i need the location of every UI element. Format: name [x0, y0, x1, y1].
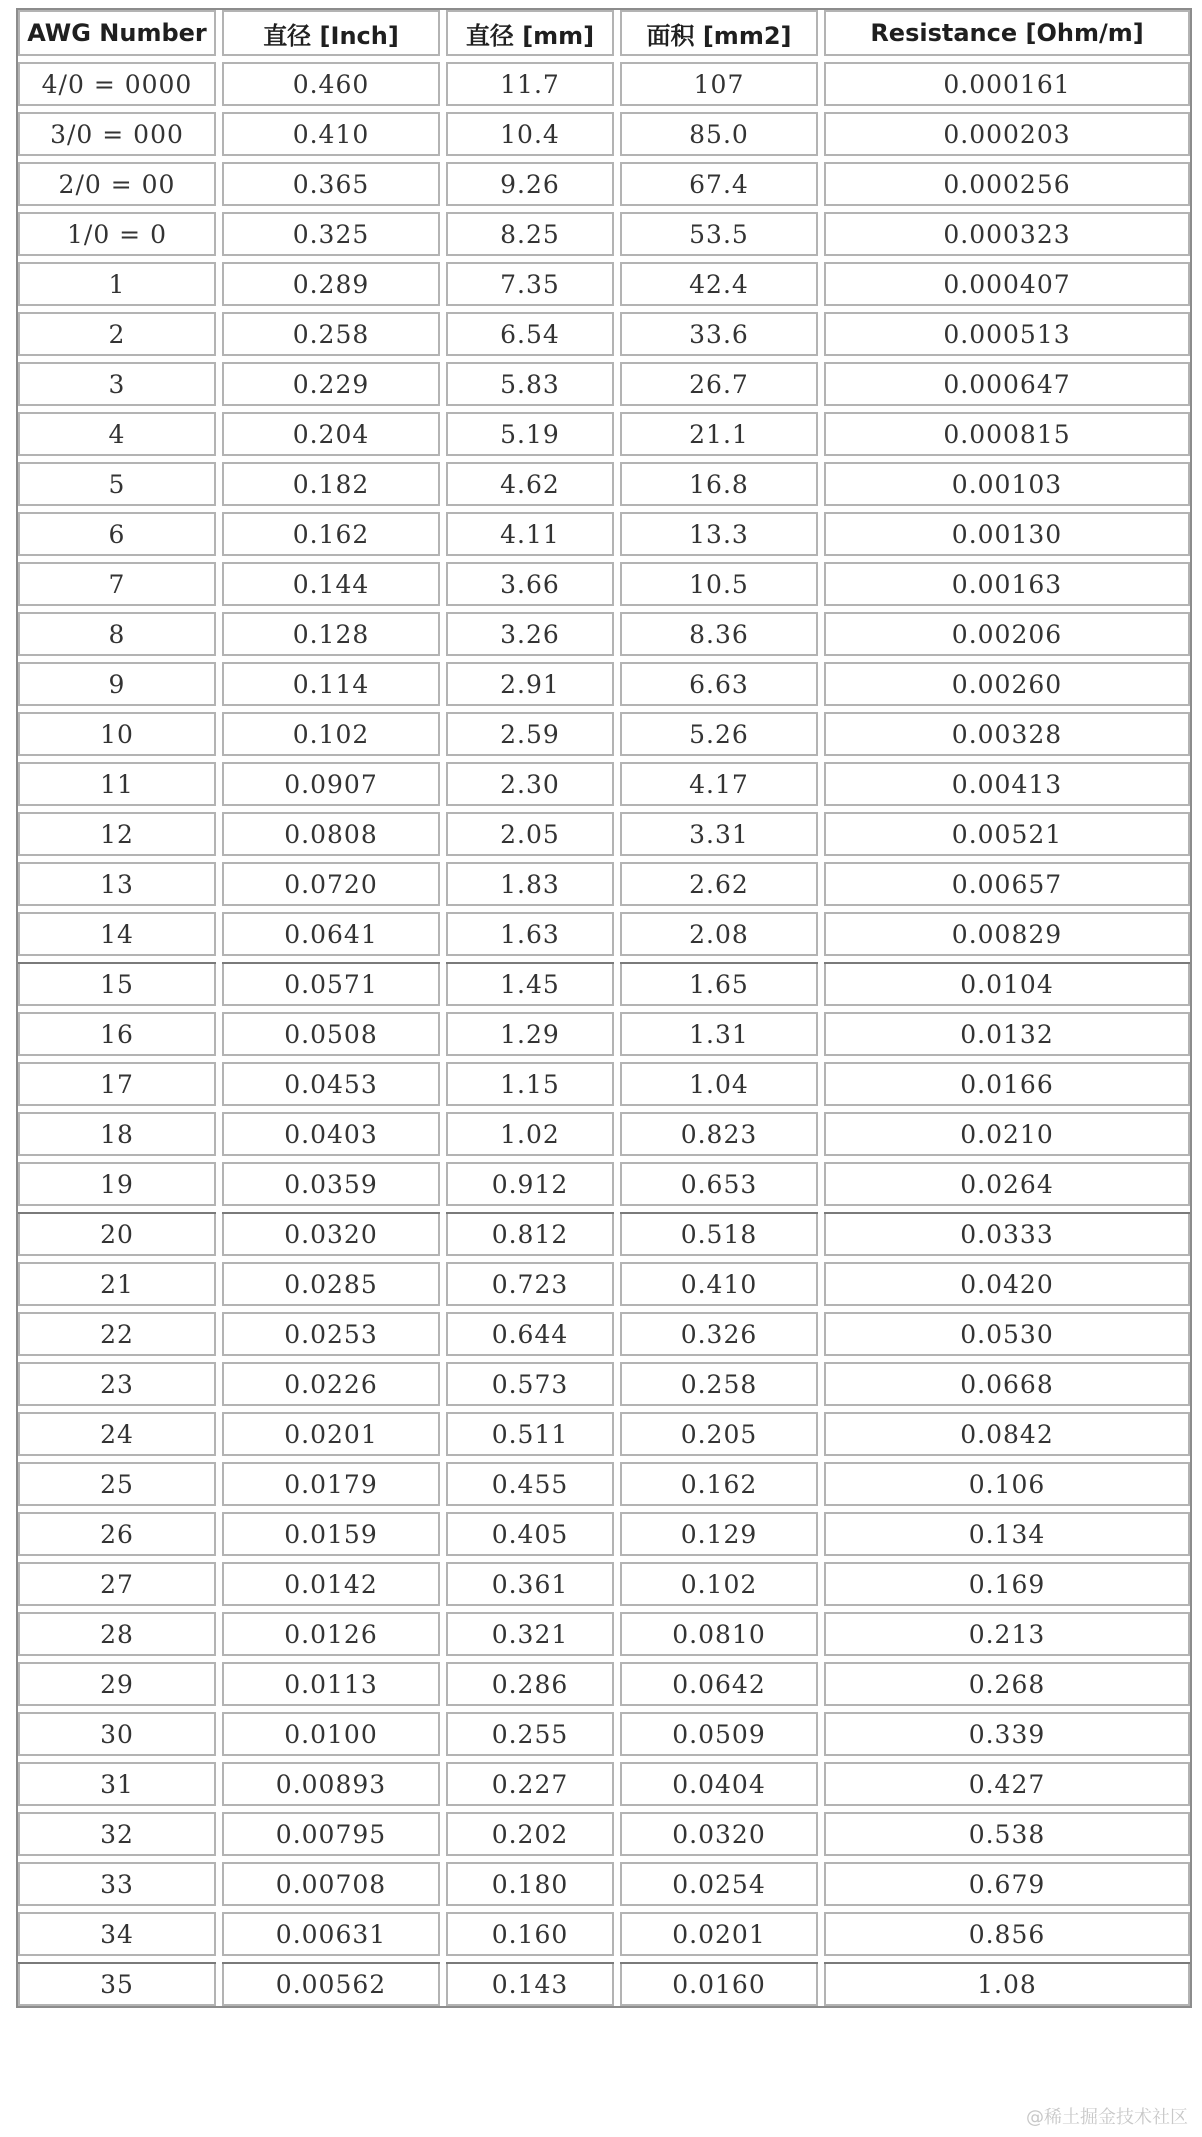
table-row [18, 662, 1190, 712]
cell-resistance: 0.00521 [824, 812, 1190, 862]
cell-awg-number: 12 [18, 812, 222, 862]
cell-diameter-inch: 0.0907 [222, 762, 446, 812]
table-row [18, 562, 1190, 612]
cell-diameter-inch: 0.410 [222, 112, 446, 162]
table-row [18, 1562, 1190, 1612]
cell-area-mm2: 5.26 [620, 712, 824, 762]
cell-resistance: 0.000513 [824, 312, 1190, 362]
table-row [18, 1362, 1190, 1412]
table-row [18, 1262, 1190, 1312]
watermark: @稀土掘金技术社区 [1026, 2107, 1188, 2128]
table-row [18, 362, 1190, 412]
cell-area-mm2: 16.8 [620, 462, 824, 512]
cell-awg-number: 24 [18, 1412, 222, 1462]
cell-diameter-mm: 0.286 [446, 1662, 620, 1712]
cell-area-mm2: 0.0254 [620, 1862, 824, 1912]
cell-awg-number: 1 [18, 262, 222, 312]
cell-resistance: 0.0132 [824, 1012, 1190, 1062]
cell-area-mm2: 0.258 [620, 1362, 824, 1412]
cell-area-mm2: 6.63 [620, 662, 824, 712]
cell-area-mm2: 1.31 [620, 1012, 824, 1062]
table-row [18, 1662, 1190, 1712]
cell-area-mm2: 0.653 [620, 1162, 824, 1212]
cell-resistance: 0.0420 [824, 1262, 1190, 1312]
cell-awg-number: 31 [18, 1762, 222, 1812]
cell-area-mm2: 0.162 [620, 1462, 824, 1512]
cell-diameter-mm: 0.573 [446, 1362, 620, 1412]
cell-diameter-mm: 0.361 [446, 1562, 620, 1612]
cell-diameter-inch: 0.289 [222, 262, 446, 312]
cell-area-mm2: 0.0201 [620, 1912, 824, 1962]
table-row [18, 862, 1190, 912]
awg-wire-table [16, 8, 1192, 2008]
cell-resistance: 0.000647 [824, 362, 1190, 412]
cell-diameter-inch: 0.00795 [222, 1812, 446, 1862]
cell-diameter-mm: 2.91 [446, 662, 620, 712]
cell-diameter-inch: 0.365 [222, 162, 446, 212]
cell-diameter-mm: 11.7 [446, 62, 620, 112]
table-row [18, 1512, 1190, 1562]
cell-diameter-inch: 0.0126 [222, 1612, 446, 1662]
cell-awg-number: 26 [18, 1512, 222, 1562]
cell-diameter-inch: 0.128 [222, 612, 446, 662]
cell-awg-number: 4 [18, 412, 222, 462]
cell-diameter-mm: 0.511 [446, 1412, 620, 1462]
cell-awg-number: 25 [18, 1462, 222, 1512]
cell-resistance: 0.00657 [824, 862, 1190, 912]
cell-resistance: 0.0668 [824, 1362, 1190, 1412]
cell-resistance: 0.0842 [824, 1412, 1190, 1462]
cell-diameter-mm: 7.35 [446, 262, 620, 312]
header-area-mm2: 面积 [mm2] [620, 10, 824, 62]
cell-resistance: 0.0264 [824, 1162, 1190, 1212]
cell-diameter-inch: 0.0100 [222, 1712, 446, 1762]
cell-diameter-mm: 4.11 [446, 512, 620, 562]
table-row [18, 962, 1190, 1012]
cell-diameter-inch: 0.0508 [222, 1012, 446, 1062]
cell-diameter-mm: 0.723 [446, 1262, 620, 1312]
cell-diameter-mm: 8.25 [446, 212, 620, 262]
cell-diameter-inch: 0.00631 [222, 1912, 446, 1962]
cell-area-mm2: 1.04 [620, 1062, 824, 1112]
cell-diameter-mm: 1.02 [446, 1112, 620, 1162]
table-row [18, 62, 1190, 112]
cell-resistance: 0.000323 [824, 212, 1190, 262]
cell-awg-number: 29 [18, 1662, 222, 1712]
cell-resistance: 0.00163 [824, 562, 1190, 612]
cell-diameter-inch: 0.0320 [222, 1212, 446, 1262]
cell-diameter-mm: 0.255 [446, 1712, 620, 1762]
cell-area-mm2: 0.0642 [620, 1662, 824, 1712]
cell-area-mm2: 1.65 [620, 962, 824, 1012]
cell-resistance: 0.000815 [824, 412, 1190, 462]
cell-area-mm2: 26.7 [620, 362, 824, 412]
cell-diameter-inch: 0.325 [222, 212, 446, 262]
cell-resistance: 0.00206 [824, 612, 1190, 662]
table-row [18, 1712, 1190, 1762]
cell-diameter-inch: 0.102 [222, 712, 446, 762]
cell-area-mm2: 0.410 [620, 1262, 824, 1312]
cell-awg-number: 9 [18, 662, 222, 712]
cell-resistance: 0.0333 [824, 1212, 1190, 1262]
cell-awg-number: 16 [18, 1012, 222, 1062]
table-row [18, 762, 1190, 812]
cell-diameter-mm: 0.180 [446, 1862, 620, 1912]
cell-resistance: 0.000161 [824, 62, 1190, 112]
cell-area-mm2: 10.5 [620, 562, 824, 612]
cell-diameter-inch: 0.0641 [222, 912, 446, 962]
cell-diameter-mm: 1.29 [446, 1012, 620, 1062]
cell-awg-number: 3 [18, 362, 222, 412]
cell-diameter-mm: 1.45 [446, 962, 620, 1012]
cell-resistance: 0.134 [824, 1512, 1190, 1562]
cell-area-mm2: 8.36 [620, 612, 824, 662]
cell-diameter-mm: 0.143 [446, 1962, 620, 2006]
cell-resistance: 0.000407 [824, 262, 1190, 312]
cell-awg-number: 14 [18, 912, 222, 962]
cell-awg-number: 7 [18, 562, 222, 612]
cell-diameter-mm: 5.19 [446, 412, 620, 462]
cell-diameter-inch: 0.229 [222, 362, 446, 412]
cell-diameter-inch: 0.182 [222, 462, 446, 512]
cell-awg-number: 15 [18, 962, 222, 1012]
cell-diameter-inch: 0.0571 [222, 962, 446, 1012]
cell-resistance: 0.0104 [824, 962, 1190, 1012]
cell-diameter-mm: 2.59 [446, 712, 620, 762]
cell-area-mm2: 67.4 [620, 162, 824, 212]
header-resistance: Resistance [Ohm/m] [824, 10, 1190, 62]
cell-area-mm2: 0.0160 [620, 1962, 824, 2006]
cell-diameter-mm: 0.644 [446, 1312, 620, 1362]
cell-awg-number: 2 [18, 312, 222, 362]
table-row [18, 612, 1190, 662]
cell-diameter-inch: 0.0720 [222, 862, 446, 912]
cell-resistance: 0.00130 [824, 512, 1190, 562]
cell-diameter-mm: 2.30 [446, 762, 620, 812]
cell-awg-number: 2/0 = 00 [18, 162, 222, 212]
cell-diameter-mm: 1.63 [446, 912, 620, 962]
cell-awg-number: 33 [18, 1862, 222, 1912]
cell-awg-number: 35 [18, 1962, 222, 2006]
cell-diameter-mm: 1.15 [446, 1062, 620, 1112]
table-row [18, 1312, 1190, 1362]
cell-diameter-inch: 0.00562 [222, 1962, 446, 2006]
header-diameter-inch: 直径 [Inch] [222, 10, 446, 62]
cell-resistance: 0.0166 [824, 1062, 1190, 1112]
cell-diameter-inch: 0.0179 [222, 1462, 446, 1512]
cell-diameter-mm: 2.05 [446, 812, 620, 862]
table-row [18, 412, 1190, 462]
table-row [18, 162, 1190, 212]
cell-diameter-inch: 0.0285 [222, 1262, 446, 1312]
cell-diameter-mm: 10.4 [446, 112, 620, 162]
cell-diameter-mm: 5.83 [446, 362, 620, 412]
cell-diameter-inch: 0.0113 [222, 1662, 446, 1712]
cell-area-mm2: 33.6 [620, 312, 824, 362]
cell-resistance: 0.169 [824, 1562, 1190, 1612]
table-row [18, 1062, 1190, 1112]
cell-resistance: 0.0210 [824, 1112, 1190, 1162]
cell-resistance: 0.213 [824, 1612, 1190, 1662]
cell-resistance: 0.000256 [824, 162, 1190, 212]
cell-area-mm2: 13.3 [620, 512, 824, 562]
cell-awg-number: 5 [18, 462, 222, 512]
table-row [18, 1462, 1190, 1512]
table-row [18, 1962, 1190, 2006]
cell-resistance: 1.08 [824, 1962, 1190, 2006]
cell-awg-number: 17 [18, 1062, 222, 1112]
cell-awg-number: 22 [18, 1312, 222, 1362]
cell-resistance: 0.339 [824, 1712, 1190, 1762]
table-row [18, 1412, 1190, 1462]
table-row [18, 1812, 1190, 1862]
cell-area-mm2: 4.17 [620, 762, 824, 812]
cell-awg-number: 27 [18, 1562, 222, 1612]
cell-resistance: 0.00829 [824, 912, 1190, 962]
table-row [18, 462, 1190, 512]
cell-diameter-mm: 1.83 [446, 862, 620, 912]
cell-awg-number: 13 [18, 862, 222, 912]
cell-area-mm2: 0.102 [620, 1562, 824, 1612]
cell-resistance: 0.679 [824, 1862, 1190, 1912]
cell-diameter-inch: 0.0359 [222, 1162, 446, 1212]
cell-diameter-mm: 3.26 [446, 612, 620, 662]
cell-awg-number: 23 [18, 1362, 222, 1412]
cell-diameter-mm: 3.66 [446, 562, 620, 612]
table-header-row [18, 10, 1190, 62]
cell-area-mm2: 53.5 [620, 212, 824, 262]
cell-diameter-mm: 0.405 [446, 1512, 620, 1562]
cell-area-mm2: 0.0810 [620, 1612, 824, 1662]
header-diameter-mm: 直径 [mm] [446, 10, 620, 62]
cell-diameter-mm: 6.54 [446, 312, 620, 362]
cell-area-mm2: 0.129 [620, 1512, 824, 1562]
cell-awg-number: 4/0 = 0000 [18, 62, 222, 112]
cell-awg-number: 21 [18, 1262, 222, 1312]
cell-area-mm2: 0.0320 [620, 1812, 824, 1862]
cell-diameter-inch: 0.204 [222, 412, 446, 462]
table-row [18, 1912, 1190, 1962]
cell-diameter-inch: 0.00893 [222, 1762, 446, 1812]
cell-awg-number: 18 [18, 1112, 222, 1162]
cell-diameter-mm: 0.227 [446, 1762, 620, 1812]
table-row [18, 112, 1190, 162]
cell-diameter-inch: 0.0253 [222, 1312, 446, 1362]
cell-area-mm2: 0.518 [620, 1212, 824, 1262]
cell-diameter-inch: 0.144 [222, 562, 446, 612]
cell-resistance: 0.00413 [824, 762, 1190, 812]
cell-area-mm2: 2.08 [620, 912, 824, 962]
cell-area-mm2: 0.205 [620, 1412, 824, 1462]
cell-area-mm2: 2.62 [620, 862, 824, 912]
cell-area-mm2: 0.326 [620, 1312, 824, 1362]
cell-awg-number: 8 [18, 612, 222, 662]
cell-awg-number: 32 [18, 1812, 222, 1862]
cell-diameter-inch: 0.460 [222, 62, 446, 112]
table-row [18, 312, 1190, 362]
table-row [18, 1112, 1190, 1162]
cell-diameter-inch: 0.0142 [222, 1562, 446, 1612]
table-row [18, 1162, 1190, 1212]
cell-diameter-inch: 0.0159 [222, 1512, 446, 1562]
cell-awg-number: 20 [18, 1212, 222, 1262]
table-row [18, 1612, 1190, 1662]
table-row [18, 1212, 1190, 1262]
cell-awg-number: 1/0 = 0 [18, 212, 222, 262]
cell-diameter-mm: 0.912 [446, 1162, 620, 1212]
cell-awg-number: 11 [18, 762, 222, 812]
cell-diameter-mm: 0.455 [446, 1462, 620, 1512]
cell-diameter-mm: 0.812 [446, 1212, 620, 1262]
cell-diameter-inch: 0.114 [222, 662, 446, 712]
table-body [18, 62, 1190, 2006]
cell-resistance: 0.538 [824, 1812, 1190, 1862]
cell-diameter-mm: 4.62 [446, 462, 620, 512]
table-row [18, 912, 1190, 962]
cell-resistance: 0.427 [824, 1762, 1190, 1812]
cell-resistance: 0.00328 [824, 712, 1190, 762]
cell-awg-number: 28 [18, 1612, 222, 1662]
cell-diameter-mm: 0.202 [446, 1812, 620, 1862]
table-row [18, 1862, 1190, 1912]
cell-area-mm2: 85.0 [620, 112, 824, 162]
header-awg-number: AWG Number [18, 10, 222, 62]
cell-awg-number: 30 [18, 1712, 222, 1762]
cell-diameter-inch: 0.0808 [222, 812, 446, 862]
cell-area-mm2: 0.823 [620, 1112, 824, 1162]
cell-diameter-inch: 0.258 [222, 312, 446, 362]
cell-diameter-mm: 0.160 [446, 1912, 620, 1962]
table-row [18, 512, 1190, 562]
cell-resistance: 0.00103 [824, 462, 1190, 512]
cell-diameter-mm: 9.26 [446, 162, 620, 212]
table-row [18, 812, 1190, 862]
cell-diameter-inch: 0.162 [222, 512, 446, 562]
cell-diameter-inch: 0.0201 [222, 1412, 446, 1462]
table-row [18, 712, 1190, 762]
cell-resistance: 0.106 [824, 1462, 1190, 1512]
cell-resistance: 0.000203 [824, 112, 1190, 162]
table-row [18, 1762, 1190, 1812]
cell-area-mm2: 0.0509 [620, 1712, 824, 1762]
cell-awg-number: 3/0 = 000 [18, 112, 222, 162]
table-row [18, 1012, 1190, 1062]
cell-awg-number: 6 [18, 512, 222, 562]
cell-diameter-inch: 0.0226 [222, 1362, 446, 1412]
cell-awg-number: 19 [18, 1162, 222, 1212]
cell-resistance: 0.0530 [824, 1312, 1190, 1362]
cell-area-mm2: 42.4 [620, 262, 824, 312]
cell-area-mm2: 21.1 [620, 412, 824, 462]
cell-area-mm2: 3.31 [620, 812, 824, 862]
cell-diameter-inch: 0.0453 [222, 1062, 446, 1112]
cell-area-mm2: 107 [620, 62, 824, 112]
cell-area-mm2: 0.0404 [620, 1762, 824, 1812]
cell-resistance: 0.856 [824, 1912, 1190, 1962]
cell-resistance: 0.00260 [824, 662, 1190, 712]
cell-diameter-mm: 0.321 [446, 1612, 620, 1662]
table-row [18, 212, 1190, 262]
cell-diameter-inch: 0.00708 [222, 1862, 446, 1912]
table-row [18, 262, 1190, 312]
cell-awg-number: 34 [18, 1912, 222, 1962]
cell-resistance: 0.268 [824, 1662, 1190, 1712]
cell-awg-number: 10 [18, 712, 222, 762]
cell-diameter-inch: 0.0403 [222, 1112, 446, 1162]
